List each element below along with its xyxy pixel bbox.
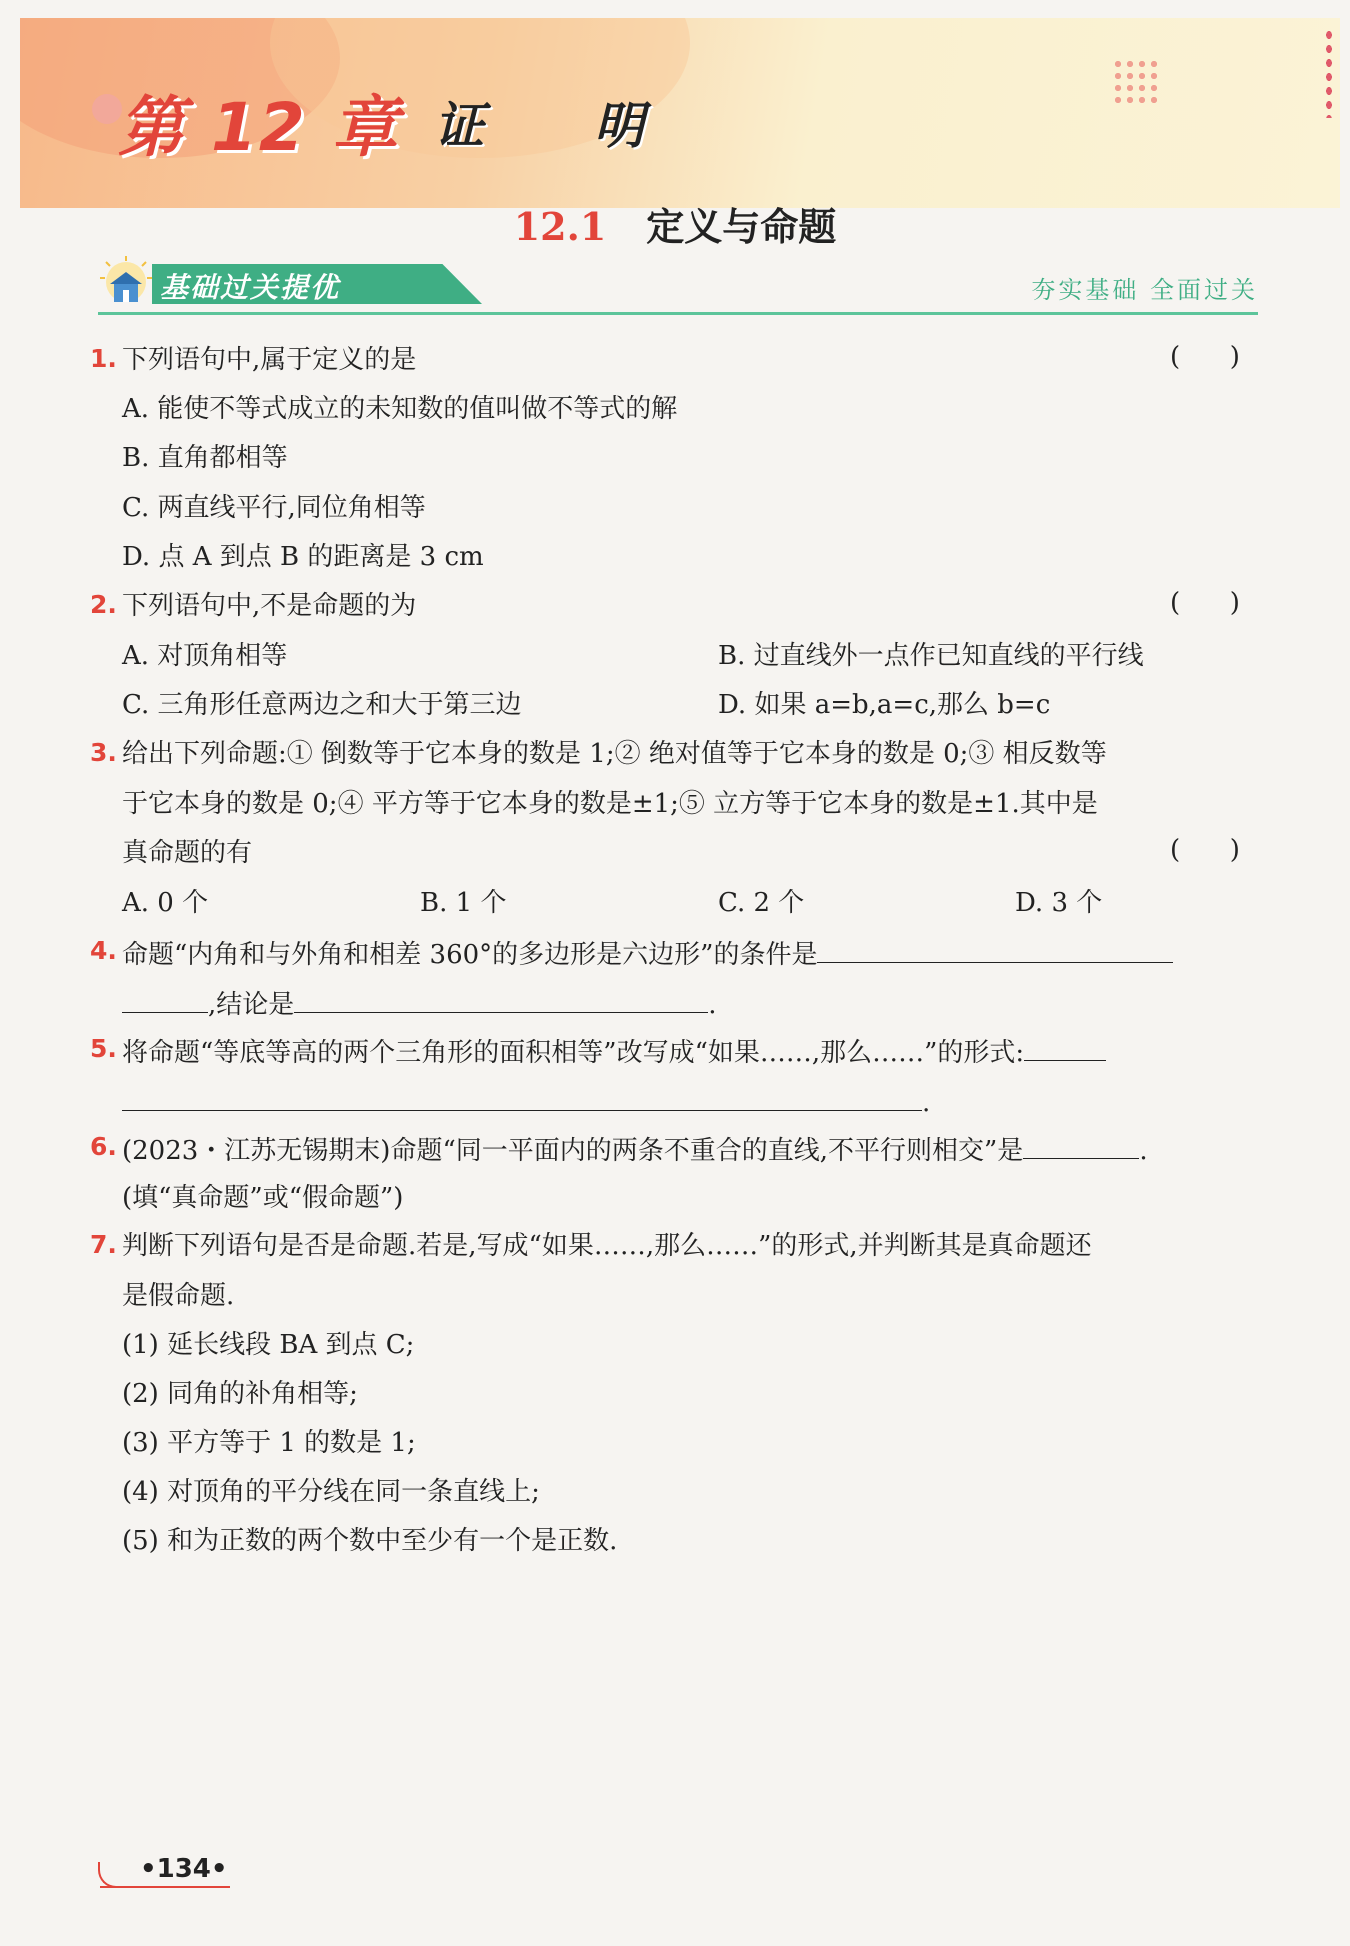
question-stem-text: ,结论是 xyxy=(208,990,295,1020)
sub-question: (4) 对顶角的平分线在同一条直线上; xyxy=(122,1477,540,1507)
answer-blank[interactable] xyxy=(122,1082,922,1111)
option-c: C. 2 个 xyxy=(718,888,805,918)
sub-question: (2) 同角的补角相等; xyxy=(122,1379,358,1409)
house-icon xyxy=(98,256,154,308)
answer-blank[interactable] xyxy=(122,984,208,1013)
question-stem-text: (2023・江苏无锡期末)命题“同一平面内的两条不重合的直线,不平行则相交”是 xyxy=(122,1136,1024,1166)
footer-decoration xyxy=(98,1862,128,1888)
option-b: B. 过直线外一点作已知直线的平行线 xyxy=(718,641,1144,671)
option-d: D. 3 个 xyxy=(1015,888,1103,918)
question-stem xyxy=(122,1032,1106,1071)
question-number: 6. xyxy=(90,1132,117,1161)
question-stem xyxy=(122,1130,1148,1169)
dot-strip-decoration xyxy=(1324,28,1334,118)
chapter-number: 第 12 章 xyxy=(118,89,400,166)
chapter-title-char: 证 xyxy=(434,97,484,155)
section-tag-label: 基础过关提优 xyxy=(160,271,341,304)
section-title xyxy=(0,196,1350,251)
answer-blank[interactable] xyxy=(1024,1032,1106,1061)
option-a: A. 能使不等式成立的未知数的值叫做不等式的解 xyxy=(122,394,678,424)
answer-bracket: ( ) xyxy=(1170,342,1240,372)
option-d: D. 如果 a=b,a=c,那么 b=c xyxy=(718,690,1051,720)
option-c: C. 三角形任意两边之和大于第三边 xyxy=(122,690,522,720)
answer-blank[interactable] xyxy=(294,984,708,1013)
chapter-title-char: 明 xyxy=(594,97,644,155)
section-name: 定义与命题 xyxy=(646,204,837,249)
footer-rule xyxy=(100,1886,230,1888)
dot-grid-decoration xyxy=(1112,58,1162,108)
section-tag-slogan: 夯实基础 全面过关 xyxy=(1031,276,1258,304)
question-stem-text: . xyxy=(1139,1136,1148,1166)
section-tag-bar xyxy=(98,262,1258,315)
question-stem-line: 判断下列语句是否是命题.若是,写成“如果……,那么……”的形式,并判断其是真命题还 xyxy=(122,1231,1092,1261)
question-stem xyxy=(122,1082,930,1121)
question-number: 3. xyxy=(90,738,117,767)
question-number: 1. xyxy=(90,344,117,373)
question-number: 4. xyxy=(90,936,117,965)
question-stem-line: 给出下列命题:① 倒数等于它本身的数是 1;② 绝对值等于它本身的数是 0;③ 相反数等 xyxy=(122,739,1107,769)
option-a: A. 0 个 xyxy=(122,888,209,918)
question-stem xyxy=(122,984,717,1023)
question-stem-text: 将命题“等底等高的两个三角形的面积相等”改写成“如果……,那么……”的形式: xyxy=(122,1038,1025,1068)
option-c: C. 两直线平行,同位角相等 xyxy=(122,493,426,523)
option-b: B. 直角都相等 xyxy=(122,443,288,473)
answer-blank[interactable] xyxy=(817,934,1173,963)
question-number: 5. xyxy=(90,1034,117,1063)
answer-blank[interactable] xyxy=(1023,1130,1139,1159)
option-b: B. 1 个 xyxy=(420,888,507,918)
question-stem: 下列语句中,属于定义的是 xyxy=(122,345,417,375)
question-stem xyxy=(122,934,1173,973)
sub-question: (1) 延长线段 BA 到点 C; xyxy=(122,1330,415,1360)
page-number: •134• xyxy=(140,1854,228,1884)
section-number: 12.1 xyxy=(513,204,607,249)
question-hint: (填“真命题”或“假命题”) xyxy=(122,1183,404,1213)
question-stem: 下列语句中,不是命题的为 xyxy=(122,591,417,621)
question-stem-text: . xyxy=(922,1088,931,1118)
sub-question: (5) 和为正数的两个数中至少有一个是正数. xyxy=(122,1526,618,1556)
sub-question: (3) 平方等于 1 的数是 1; xyxy=(122,1428,416,1458)
option-a: A. 对顶角相等 xyxy=(122,641,288,671)
answer-bracket: ( ) xyxy=(1170,835,1240,865)
answer-bracket: ( ) xyxy=(1170,588,1240,618)
question-number: 2. xyxy=(90,590,117,619)
question-number: 7. xyxy=(90,1230,117,1259)
option-d: D. 点 A 到点 B 的距离是 3 cm xyxy=(122,542,484,572)
question-stem-line: 是假命题. xyxy=(122,1281,235,1311)
question-stem-text: 命题“内角和与外角和相差 360°的多边形是六边形”的条件是 xyxy=(122,940,818,970)
question-stem-line: 真命题的有 xyxy=(122,838,253,868)
question-stem-text: . xyxy=(708,990,717,1020)
question-stem-line: 于它本身的数是 0;④ 平方等于它本身的数是±1;⑤ 立方等于它本身的数是±1.其中是 xyxy=(122,789,1098,819)
